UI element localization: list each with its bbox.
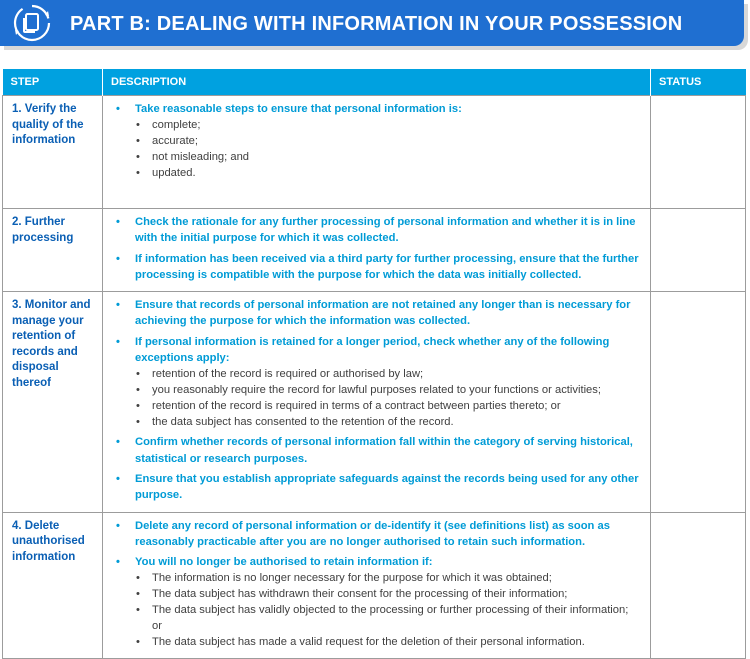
status-cell[interactable] (651, 512, 746, 659)
list-item (116, 554, 640, 650)
list-item (116, 214, 640, 247)
step-label: 2. Further processing (12, 216, 74, 244)
sub-list-item: • updated. (135, 165, 640, 181)
table-row (3, 209, 746, 292)
list-item (116, 471, 640, 504)
bullet-text: If information has been received via a third party for further processing, ensure that the further processing is compatible with the purpose for which the data was initially collected. (135, 252, 639, 281)
list-item (116, 518, 640, 551)
list-item (116, 434, 640, 467)
step-cell (3, 512, 103, 659)
status-cell[interactable] (651, 209, 746, 292)
sub-list-item: • The data subject has validly objected to the processing or further processing of their information; or (135, 602, 640, 634)
page-title: PART B: DEALING WITH INFORMATION IN YOUR POSSESSION (70, 13, 683, 35)
table-row (3, 292, 746, 512)
step-label: 4. Delete unauthorised information (12, 519, 85, 563)
sub-list-item: • retention of the record is required or authorised by law; (135, 366, 640, 382)
description-cell (103, 292, 651, 512)
description-cell (103, 209, 651, 292)
status-cell[interactable] (651, 96, 746, 209)
sub-list-item: • you reasonably require the record for lawful purposes related to your functions or activities; (135, 382, 640, 398)
sub-list-item: • the data subject has consented to the retention of the record. (135, 414, 640, 430)
sub-list-item: • retention of the record is required in terms of a contract between parties thereto; or (135, 398, 640, 414)
list-item (116, 297, 640, 330)
step-label: 3. Monitor and manage your retention of records and disposal thereof (12, 299, 91, 389)
bullet-text: Take reasonable steps to ensure that personal information is: (135, 103, 462, 115)
column-header-status: STATUS (651, 69, 746, 96)
list-item (116, 101, 640, 181)
table-row (3, 96, 746, 209)
bullet-text: Ensure that records of personal information are not retained any longer than is necessary for achieving the purpose for which the information was collected. (135, 299, 631, 328)
table-header-row (3, 69, 746, 96)
step-label: 1. Verify the quality of the information (12, 103, 84, 146)
step-cell (3, 96, 103, 209)
list-item (116, 251, 640, 284)
bullet-text: Delete any record of personal information or de-identify it (see definitions list) as soon as reasonably practicable after you are no longer authorised to retain such information. (135, 519, 610, 548)
bullet-text: Ensure that you establish appropriate safeguards against the records being used for any other purpose. (135, 472, 639, 502)
table-row (3, 512, 746, 659)
column-header-description: DESCRIPTION (103, 69, 651, 96)
bullet-text: Check the rationale for any further processing of personal information and whether it is in line with the initial purpose for which it was collected. (135, 216, 636, 245)
bullet-text: If personal information is retained for a longer period, check whether any of the following exceptions apply: (135, 335, 610, 365)
steps-table (2, 69, 746, 659)
sub-list (135, 117, 640, 181)
sub-list-item: • The data subject has withdrawn their consent for the processing of their information; (135, 586, 640, 602)
step-cell (3, 292, 103, 512)
sub-list-item: • complete; (135, 117, 640, 133)
sub-list-item: • accurate; (135, 133, 640, 149)
bullet-text: You will no longer be authorised to retain information if: (135, 556, 433, 569)
sub-list (135, 366, 640, 430)
status-cell[interactable] (651, 292, 746, 512)
description-cell (103, 512, 651, 659)
step-cell (3, 209, 103, 292)
column-header-step: STEP (3, 69, 103, 96)
bullet-text: Confirm whether records of personal information fall within the category of serving historical, statistical or research purposes. (135, 436, 633, 465)
sub-list-item: • The data subject has made a valid request for the deletion of their personal information. (135, 634, 640, 650)
sub-list (135, 570, 640, 650)
sub-list-item: • The information is no longer necessary for the purpose for which it was obtained; (135, 570, 640, 586)
list-item (116, 334, 640, 431)
document-cycle-icon (10, 1, 54, 45)
description-cell (103, 96, 651, 209)
title-banner (0, 0, 744, 46)
sub-list-item: • not misleading; and (135, 149, 640, 165)
